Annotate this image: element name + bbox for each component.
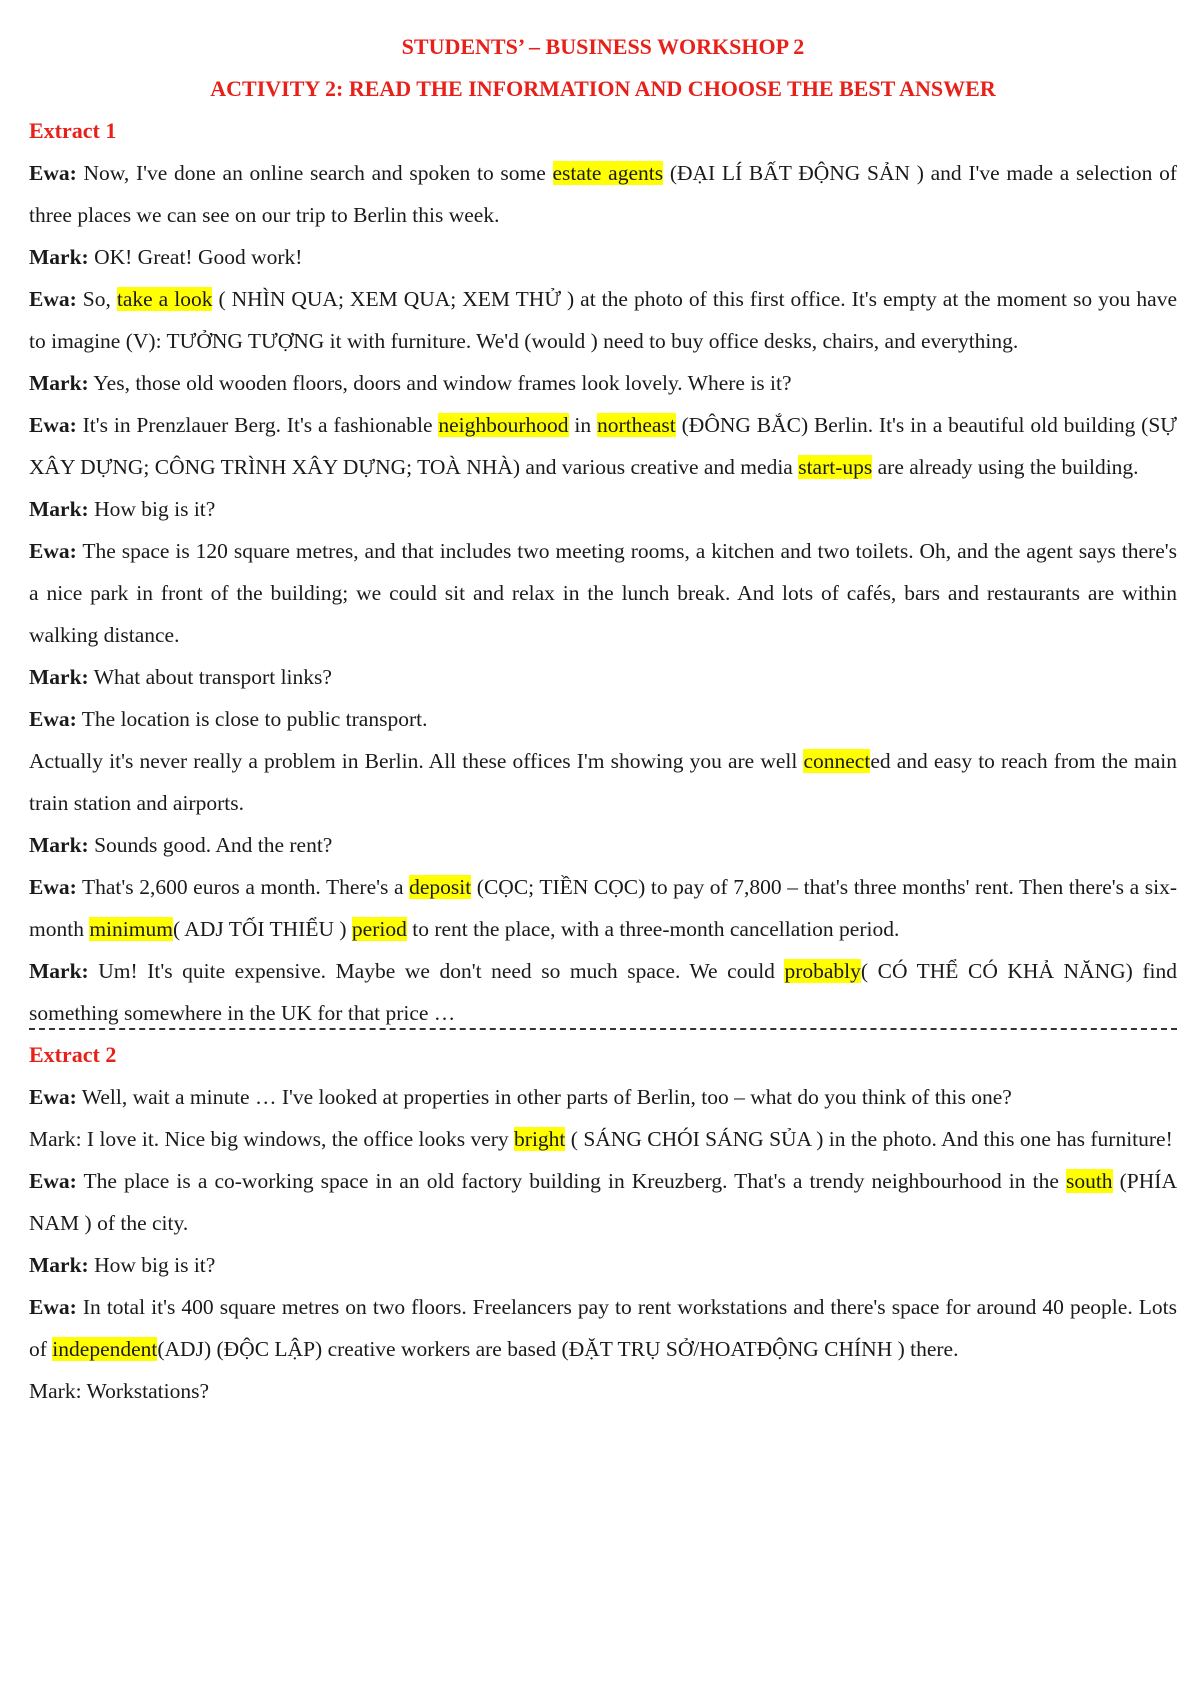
highlighted-term: bright bbox=[514, 1127, 566, 1151]
highlighted-term: northeast bbox=[596, 413, 676, 437]
dialogue-line: Mark: Yes, those old wooden floors, doors and window frames look lovely. Where is it? bbox=[29, 371, 792, 395]
dialogue-line: Mark: I love it. Nice big windows, the office looks very bright ( SÁNG CHÓI SÁNG SỦA ) in the photo. And this one has furniture! bbox=[29, 1127, 1173, 1151]
highlighted-term: take a look bbox=[116, 287, 213, 311]
speaker-label: Mark: bbox=[29, 959, 89, 983]
highlighted-term: period bbox=[351, 917, 407, 941]
speaker-label: Mark: bbox=[29, 665, 89, 689]
dialogue-line: Ewa: The space is 120 square metres, and that includes two meeting rooms, a kitchen and two toilets. Oh, and the agent says there's a nice park in front of the building; we could sit and relax in the lunch break. And lots of cafés, bars and restaurants are within walking distance. bbox=[29, 539, 1177, 647]
dialogue-line: Mark: Um! It's quite expensive. Maybe we don't need so much space. We could probably( CÓ THỂ CÓ KHẢ NĂNG) find something somewhere in the UK for that price … bbox=[29, 959, 1177, 1025]
speaker-label: Mark: bbox=[29, 833, 89, 857]
speaker-label: Mark: bbox=[29, 497, 89, 521]
extract-1-heading: Extract 1 bbox=[29, 118, 117, 143]
highlighted-term: start-ups bbox=[798, 455, 873, 479]
dialogue-line: Mark: Sounds good. And the rent? bbox=[29, 833, 333, 857]
dialogue-line: Mark: How big is it? bbox=[29, 497, 216, 521]
activity-title: ACTIVITY 2: READ THE INFORMATION AND CHOOSE THE BEST ANSWER bbox=[210, 76, 996, 101]
highlighted-term: independent bbox=[52, 1337, 158, 1361]
speaker-label: Ewa: bbox=[29, 1295, 77, 1319]
dialogue-line: Ewa: Well, wait a minute … I've looked at properties in other parts of Berlin, too – what do you think of this one? bbox=[29, 1085, 1012, 1109]
speaker-label: Ewa: bbox=[29, 1169, 77, 1193]
speaker-label: Ewa: bbox=[29, 707, 77, 731]
highlighted-term: south bbox=[1065, 1169, 1113, 1193]
speaker-label: Ewa: bbox=[29, 287, 77, 311]
highlighted-term: neighbourhood bbox=[438, 413, 569, 437]
dialogue-line: Ewa: The location is close to public transport. bbox=[29, 707, 428, 731]
dialogue-line: Mark: How big is it? bbox=[29, 1253, 216, 1277]
speaker-label: Mark: bbox=[29, 245, 89, 269]
document-title: STUDENTS’ – BUSINESS WORKSHOP 2 bbox=[401, 34, 805, 59]
speaker-label: Ewa: bbox=[29, 413, 77, 437]
speaker-label: Mark: bbox=[29, 1253, 89, 1277]
speaker-label: Ewa: bbox=[29, 875, 77, 899]
highlighted-term: estate agents bbox=[552, 161, 664, 185]
dialogue-line: Ewa: In total it's 400 square metres on two floors. Freelancers pay to rent workstations and there's space for around 40 people. Lots of independent(ADJ) (ĐỘC LẬP) creative workers are based (ĐẶT TRỤ SỞ/HOATĐỘNG CHÍNH ) there. bbox=[29, 1295, 1177, 1361]
extract-2-heading: Extract 2 bbox=[29, 1042, 117, 1067]
speaker-label: Ewa: bbox=[29, 1085, 77, 1109]
speaker-label: Ewa: bbox=[29, 161, 77, 185]
speaker-label: Ewa: bbox=[29, 539, 77, 563]
highlighted-term: connect bbox=[803, 749, 871, 773]
dialogue-line: Ewa: The place is a co-working space in an old factory building in Kreuzberg. That's a trendy neighbourhood in the south (PHÍA NAM ) of the city. bbox=[29, 1169, 1177, 1235]
highlighted-term: minimum bbox=[89, 917, 173, 941]
dialogue-line: Ewa: That's 2,600 euros a month. There's a deposit (CỌC; TIỀN CỌC) to pay of 7,800 – that's three months' rent. Then there's a six-month minimum( ADJ TỐI THIỂU ) period to rent the place, with a three-month cancellation period. bbox=[29, 875, 1177, 941]
dialogue-line: Mark: OK! Great! Good work! bbox=[29, 245, 303, 269]
highlighted-term: deposit bbox=[409, 875, 472, 899]
speaker-label: Mark: bbox=[29, 371, 89, 395]
dialogue-line: Ewa: So, take a look ( NHÌN QUA; XEM QUA; XEM THỬ ) at the photo of this first office. It's empty at the moment so you have to imagine (V): TƯỞNG TƯỢNG it with furniture. We'd (would ) need to buy office desks, chairs, and everything. bbox=[29, 287, 1177, 353]
dialogue-line: Mark: What about transport links? bbox=[29, 665, 332, 689]
dialogue-line: Mark: Workstations? bbox=[29, 1379, 209, 1403]
highlighted-term: probably bbox=[784, 959, 861, 983]
dialogue-line: Ewa: Now, I've done an online search and spoken to some estate agents (ĐẠI LÍ BẤT ĐỘNG SẢN ) and I've made a selection of three places we can see on our trip to Berlin this week. bbox=[29, 161, 1177, 227]
dialogue-line: Ewa: It's in Prenzlauer Berg. It's a fashionable neighbourhood in northeast (ĐÔNG BẮC) Berlin. It's in a beautiful old building (SỰ XÂY DỰNG; CÔNG TRÌNH XÂY DỰNG; TOÀ NHÀ) and various creative and media start-ups are already using the building. bbox=[29, 413, 1177, 479]
dialogue-line: Actually it's never really a problem in Berlin. All these offices I'm showing you are well connected and easy to reach from the main train station and airports. bbox=[29, 749, 1177, 815]
document-page bbox=[29, 26, 1177, 1412]
